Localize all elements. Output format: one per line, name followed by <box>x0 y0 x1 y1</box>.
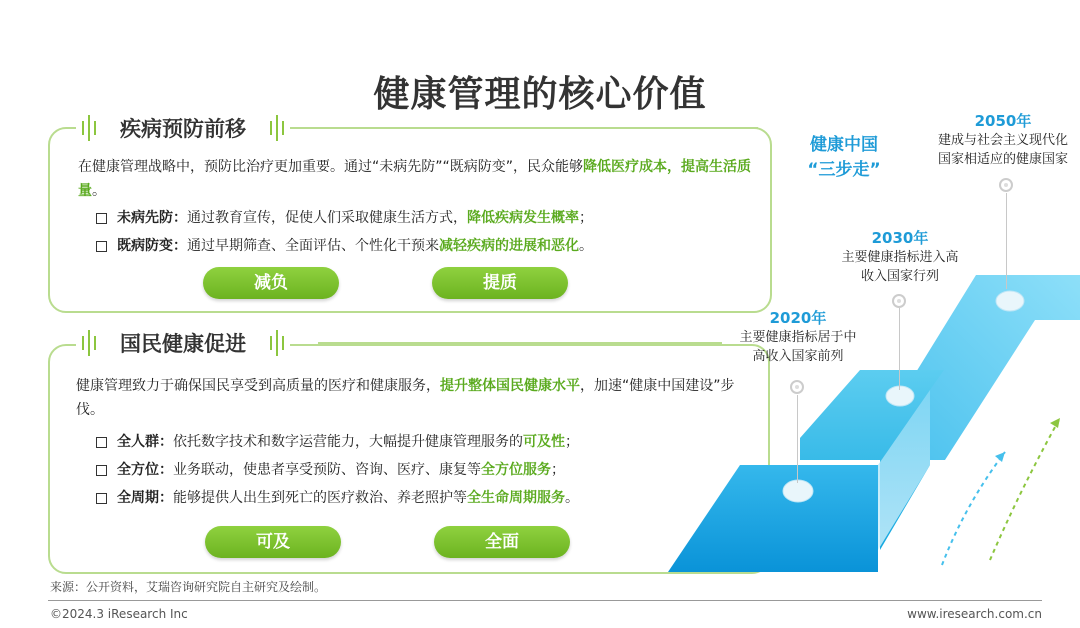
milestone-2020: 2020年 主要健康指标居于中 高收入国家前列 <box>739 309 857 364</box>
three-steps-heading: 健康中国 “三步走” <box>807 135 881 180</box>
dashed-arrow-green <box>990 418 1060 560</box>
milestone-2050: 2050年 建成与社会主义现代化 国家相适应的健康国家 <box>937 112 1068 167</box>
pill-button-accessible: 可及 <box>205 526 341 558</box>
checkbox-icon <box>96 437 107 448</box>
bars-decoration-right <box>270 330 284 356</box>
step-marker-2050 <box>996 291 1024 311</box>
bars-decoration-left <box>82 330 96 356</box>
footer-divider <box>48 600 1042 601</box>
list-item: 全方位： 业务联动，使患者享受预防、咨询、医疗、康复等 全方位服务 ； <box>96 458 565 482</box>
section-header-disease-prevention <box>76 110 290 146</box>
list-item: 既病防变： 通过早期筛查、全面评估、个性化干预来 减轻疾病的进展和恶化 。 <box>96 234 593 258</box>
step-marker-2030 <box>886 386 914 406</box>
pill-button-improve-quality: 提质 <box>432 267 568 299</box>
milestone-2030: 2030年 主要健康指标进入高 收入国家行列 <box>841 229 959 284</box>
pill-button-comprehensive: 全面 <box>434 526 570 558</box>
list-item: 全人群： 依托数字技术和数字运营能力，大幅提升健康管理服务的 可及性 ； <box>96 430 579 454</box>
section-header-national-health <box>76 325 290 361</box>
website-link[interactable]: www.iresearch.com.cn <box>907 607 1042 621</box>
connector-line-2030 <box>899 308 900 390</box>
step-marker-2020 <box>783 480 813 502</box>
bars-decoration-left <box>82 115 96 141</box>
section-intro: 在健康管理战略中，预防比治疗更加重要。通过“未病先防”“既病防变”，民众能够降低医疗成本，提高生活质量。 <box>78 159 752 199</box>
list-item: 未病先防： 通过教育宣传，促使人们采取健康生活方式， 降低疾病发生概率 ； <box>96 206 593 230</box>
section-title: 疾病预防前移 <box>120 117 246 141</box>
bars-decoration-right <box>270 115 284 141</box>
header-divider <box>318 127 758 129</box>
milestone-dot-2020 <box>790 380 804 394</box>
source-note: 来源：公开资料，艾瑞咨询研究院自主研究及绘制。 <box>50 580 327 594</box>
checkbox-icon <box>96 241 107 252</box>
connector-line-2020 <box>797 395 798 483</box>
dashed-arrow-blue <box>942 452 1005 565</box>
checkbox-icon <box>96 493 107 504</box>
page-title: 健康管理的核心价值 <box>373 74 707 115</box>
section-title: 国民健康促进 <box>120 332 246 356</box>
checkbox-icon <box>96 465 107 476</box>
step-3-block <box>905 275 1080 460</box>
connector-line-2050 <box>1006 193 1007 289</box>
copyright: ©2024.3 iResearch Inc <box>50 607 188 621</box>
pill-button-reduce-burden: 减负 <box>203 267 339 299</box>
section-intro: 健康管理致力于确保国民享受到高质量的医疗和健康服务，提升整体国民健康水平，加速“健康中国建设”步伐。 <box>76 378 735 418</box>
milestone-dot-2050 <box>999 178 1013 192</box>
milestone-dot-2030 <box>892 294 906 308</box>
step-1-block <box>668 465 878 572</box>
list-item: 全周期： 能够提供人出生到死亡的医疗救治、养老照护等 全生命周期服务 。 <box>96 486 579 510</box>
checkbox-icon <box>96 213 107 224</box>
